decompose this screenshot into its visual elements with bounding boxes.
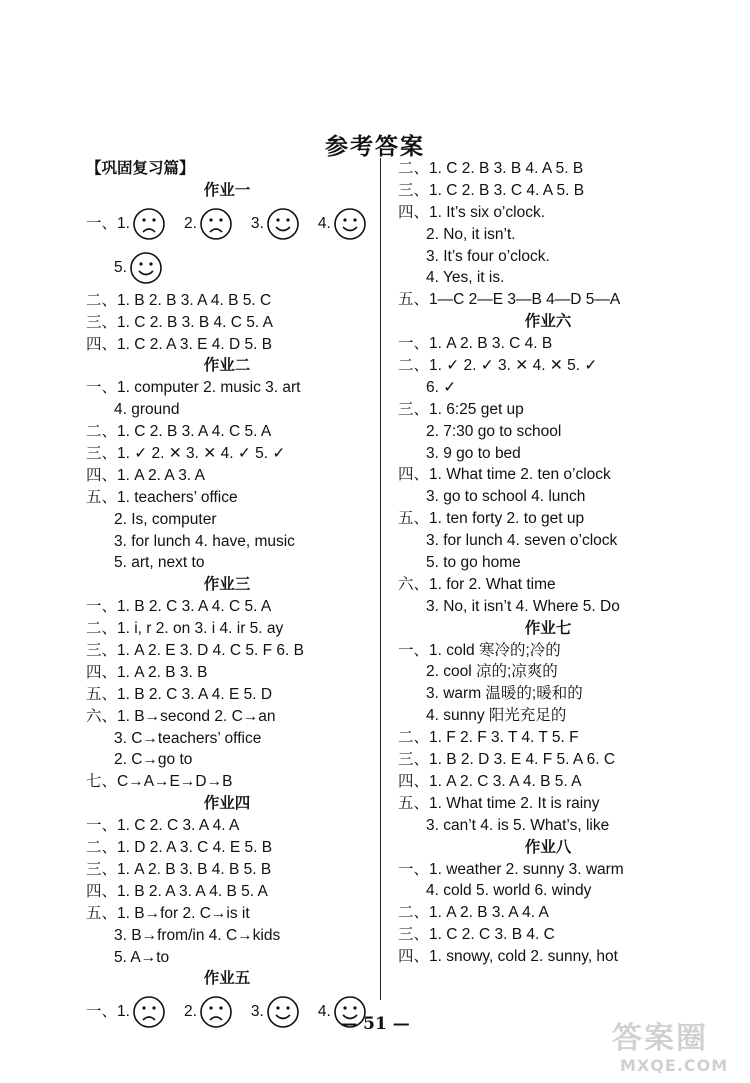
question-number: 一、 [86,214,118,232]
answer-line: 4. Yes, it is. [426,269,505,287]
sad-face-icon [199,207,233,241]
watermark-url: MXQE.COM [620,1056,729,1075]
answer-line: 5. to go home [426,554,521,572]
answer-line: 三、1. C 2. B 3. C 4. A 5. B [398,181,585,199]
face-answer-row [86,202,368,246]
answer-line: 二、1. ✓ 2. ✓ 3. ✕ 4. ✕ 5. ✓ [398,357,598,375]
answer-line: 二、1. i, r 2. on 3. i 4. ir 5. ay [86,620,284,638]
answer-line: 四、1. C 2. A 3. E 4. D 5. B [86,335,273,353]
answer-line: 六、1. B→second 2. C→an [86,707,276,725]
happy-face-icon [129,251,163,285]
answer-line: 3. go to school 4. lunch [426,488,586,506]
answer-line: 四、1. A 2. A 3. A [86,466,205,484]
answer-line: 2. cool 凉的;凉爽的 [426,663,558,681]
answer-line: 五、1. teachers’ office [86,488,238,506]
left-answer-column [86,158,368,1034]
item-number: 3. [250,1003,264,1021]
question-number: 一、 [86,1003,118,1021]
happy-face-icon [266,207,300,241]
answer-line: 五、1—C 2—E 3—B 4—D 5—A [398,291,621,309]
answer-line: 4. ground [114,401,180,419]
answer-line: 一、1. computer 2. music 3. art [86,379,301,397]
face-answer-row [86,246,368,290]
answer-line: 4. cold 5. world 6. windy [426,882,592,900]
answer-line: 二、1. F 2. F 3. T 4. T 5. F [398,729,579,747]
answer-line: 三、1. 6:25 get up [398,400,524,418]
homework-heading: 作业一 [203,180,251,199]
answer-line: 二、1. D 2. A 3. C 4. E 5. B [86,839,273,857]
sad-face-icon [132,207,166,241]
answer-line: 3. C→teachers’ office [114,729,262,747]
answer-line: 3. B→from/in 4. C→kids [114,926,281,944]
item-number: 1. [117,214,130,232]
homework-heading: 作业七 [524,618,572,637]
answer-line: 四、1. It’s six o’clock. [398,203,546,221]
answer-line: 五、1. B→for 2. C→is it [86,904,250,922]
answer-line: 一、1. A 2. B 3. C 4. B [398,335,553,353]
answer-line: 3. warm 温暖的;暖和的 [426,685,583,703]
homework-heading: 作业四 [203,794,251,813]
answer-line: 2. 7:30 go to school [426,422,562,440]
answer-line: 5. A→to [114,948,170,966]
answer-line: 二、1. B 2. B 3. A 4. B 5. C [86,291,272,309]
answer-line: 五、1. What time 2. It is rainy [398,794,600,812]
answer-line: 3. can’t 4. is 5. What’s, like [426,816,610,834]
answer-line: 一、1. weather 2. sunny 3. warm [398,860,624,878]
answer-line: 三、1. B 2. D 3. E 4. F 5. A 6. C [398,751,616,769]
answer-line: 六、1. for 2. What time [398,575,556,593]
answer-line: 七、C→A→E→D→B [86,773,233,791]
watermark-text: 答案圈 [612,1022,708,1056]
answer-line: 5. art, next to [114,554,205,572]
answer-line: 3. No, it isn’t 4. Where 5. Do [426,597,620,615]
answer-line: 3. for lunch 4. have, music [114,532,295,550]
item-number: 4. [317,214,331,232]
section-heading: 【巩固复习篇】 [86,159,195,177]
answer-line: 4. sunny 阳光充足的 [426,707,567,725]
page-title: 参考答案 [325,133,425,160]
column-divider [380,158,381,1000]
answer-line: 三、1. C 2. C 3. B 4. C [398,926,555,944]
answer-line: 2. C→go to [114,751,193,769]
answer-line: 一、1. cold 寒冷的;冷的 [398,641,561,659]
answer-line: 6. ✓ [426,378,457,396]
answer-line: 二、1. C 2. B 3. B 4. A 5. B [398,160,584,177]
answer-line: 三、1. A 2. B 3. B 4. B 5. B [86,860,272,878]
page-number: — 51 — [340,1014,410,1034]
answer-line: 四、1. snowy, cold 2. sunny, hot [398,948,618,966]
answer-line: 四、1. B 2. A 3. A 4. B 5. A [86,882,268,900]
item-number: 5. [114,258,127,276]
answer-line: 一、1. B 2. C 3. A 4. C 5. A [86,598,272,616]
watermark-logo [612,1022,742,1080]
answer-line: 二、1. A 2. B 3. A 4. A [398,904,549,922]
answer-line: 四、1. What time 2. ten o’clock [398,466,611,484]
answer-line: 3. It’s four o’clock. [426,247,550,265]
answer-line: 2. No, it isn’t. [426,225,516,243]
happy-face-icon [333,207,367,241]
right-answer-column [398,158,698,968]
item-number: 4. [317,1003,331,1021]
answer-line: 四、1. A 2. C 3. A 4. B 5. A [398,772,582,790]
item-number: 3. [250,214,264,232]
answer-line: 三、1. C 2. B 3. B 4. C 5. A [86,313,273,331]
homework-heading: 作业二 [203,356,251,375]
answer-line: 3. 9 go to bed [426,444,521,462]
answer-line: 3. for lunch 4. seven o’clock [426,532,618,550]
answer-line: 2. Is, computer [114,510,217,528]
answer-line: 二、1. C 2. B 3. A 4. C 5. A [86,423,272,441]
homework-heading: 作业三 [203,575,251,594]
homework-heading: 作业五 [203,969,251,988]
item-number: 2. [183,214,197,232]
item-number: 1. [117,1003,130,1021]
answer-line: 一、1. C 2. C 3. A 4. A [86,817,240,835]
answer-line: 三、1. A 2. E 3. D 4. C 5. F 6. B [86,642,304,660]
homework-heading: 作业八 [524,837,572,856]
answer-line: 五、1. ten forty 2. to get up [398,510,585,528]
answer-line: 四、1. A 2. B 3. B [86,663,208,681]
answer-line: 三、1. ✓ 2. ✕ 3. ✕ 4. ✓ 5. ✓ [86,445,286,463]
item-number: 2. [183,1003,197,1021]
answer-line: 五、1. B 2. C 3. A 4. E 5. D [86,685,273,703]
homework-heading: 作业六 [524,312,572,331]
